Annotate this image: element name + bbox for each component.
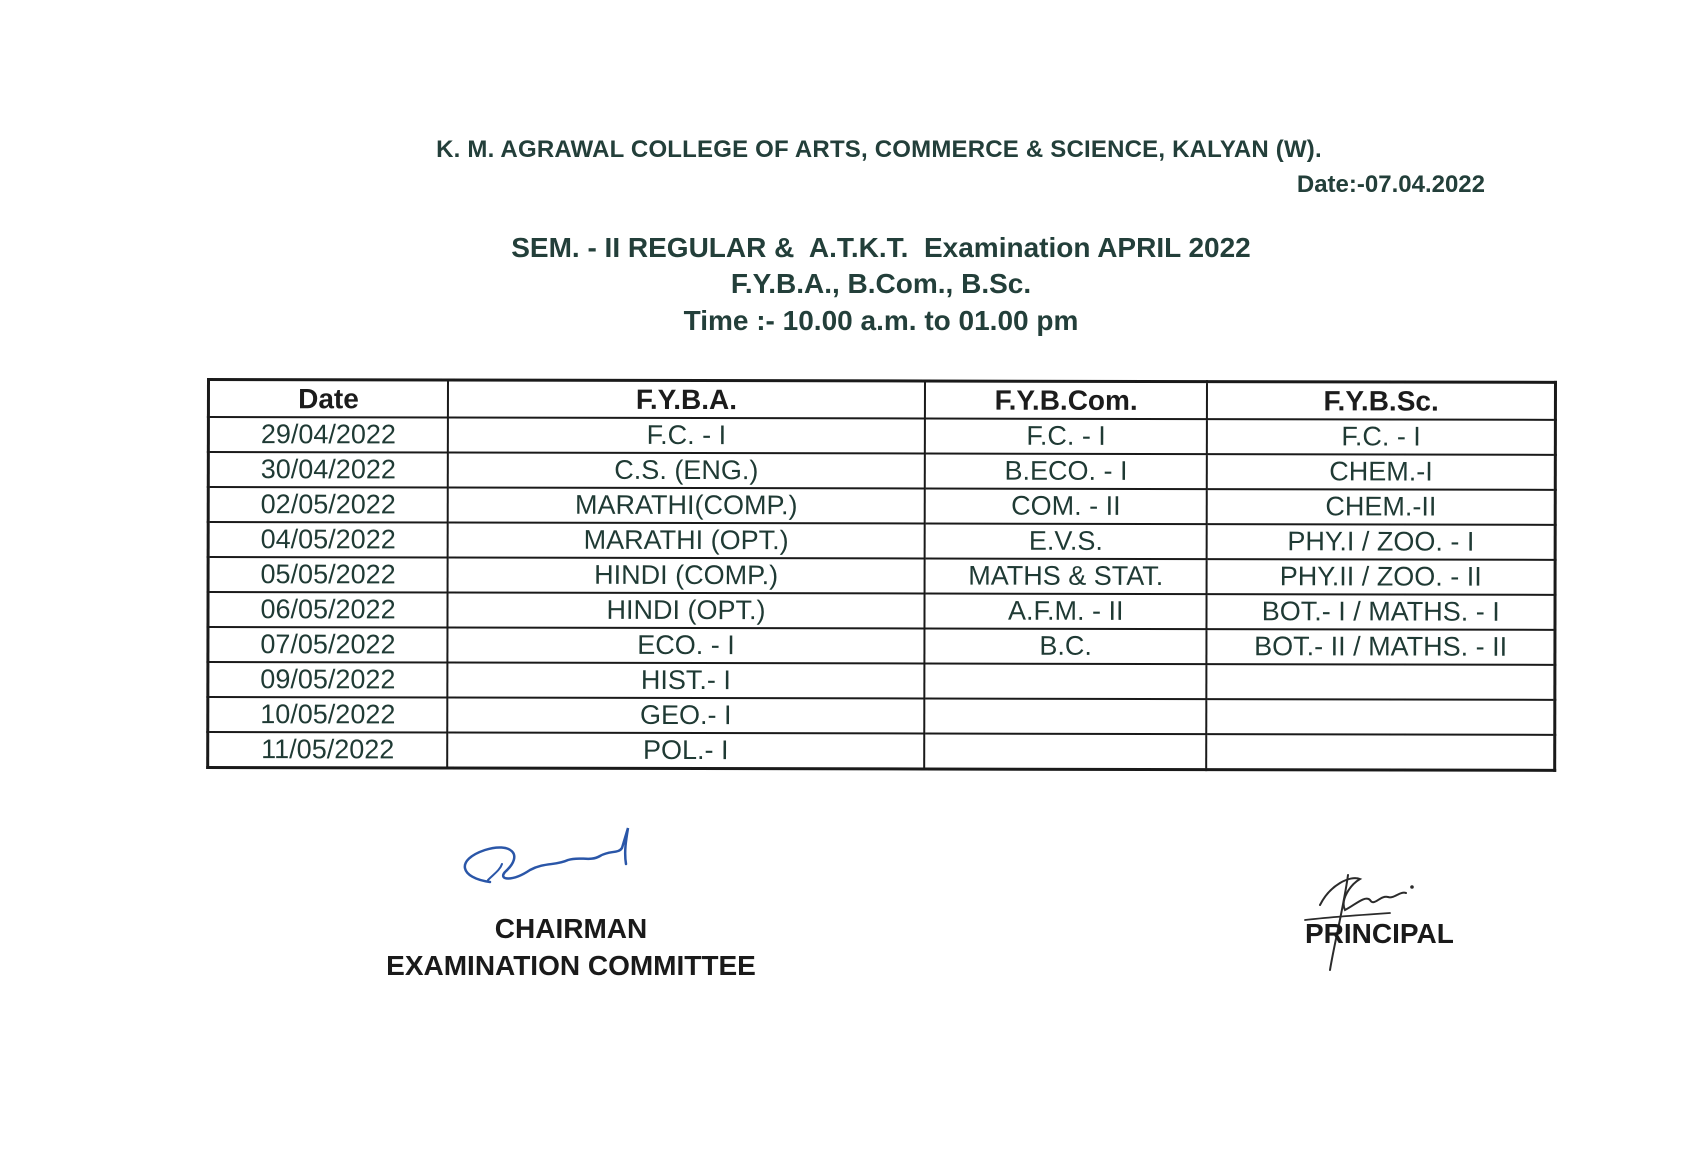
cell-date: 09/05/2022	[208, 662, 448, 698]
table-row	[208, 487, 1555, 525]
header-fyba: F.Y.B.A.	[448, 380, 925, 418]
principal-signature	[1300, 855, 1480, 975]
cell-fybsc: CHEM.-I	[1207, 454, 1555, 490]
table-row	[208, 732, 1555, 770]
cell-fyba: MARATHI(COMP.)	[448, 488, 925, 524]
table-row	[208, 697, 1555, 735]
chairman-title: CHAIRMAN	[494, 913, 648, 944]
cell-date: 11/05/2022	[208, 732, 448, 768]
header-date: Date	[208, 380, 448, 418]
cell-fyba: GEO.- I	[447, 698, 924, 734]
cell-fybcom: A.F.M. - II	[924, 594, 1206, 630]
table-row	[208, 452, 1555, 490]
cell-fybcom	[924, 699, 1206, 735]
principal-signature-stroke	[1320, 878, 1406, 910]
cell-fyba: C.S. (ENG.)	[448, 453, 925, 489]
cell-fybsc: CHEM.-II	[1207, 489, 1555, 525]
exam-time: Time :- 10.00 a.m. to 01.00 pm	[683, 305, 1079, 336]
table-row	[208, 417, 1555, 455]
cell-fyba: HINDI (COMP.)	[448, 558, 925, 594]
header-fybcom: F.Y.B.Com.	[925, 381, 1207, 419]
examination-committee-label: EXAMINATION COMMITTEE	[386, 950, 756, 981]
principal-title: PRINCIPAL	[1305, 918, 1454, 949]
cell-fyba: MARATHI (OPT.)	[448, 523, 925, 559]
chairman-signature-stroke	[465, 828, 628, 882]
cell-fybcom	[924, 664, 1206, 700]
cell-fybsc	[1207, 664, 1555, 700]
classes-line: F.Y.B.A., B.Com., B.Sc.	[730, 268, 1032, 299]
cell-date: 07/05/2022	[208, 627, 448, 663]
cell-date: 02/05/2022	[208, 487, 448, 523]
cell-fybcom	[924, 734, 1206, 770]
table-row	[208, 557, 1555, 595]
cell-fybcom: COM. - II	[925, 489, 1207, 525]
cell-fyba: HINDI (OPT.)	[448, 593, 925, 629]
table-row	[208, 662, 1555, 700]
cell-fybcom: B.C.	[924, 629, 1206, 665]
cell-fybcom: MATHS & STAT.	[925, 559, 1207, 595]
exam-schedule-table	[206, 378, 1557, 772]
cell-fyba: F.C. - I	[448, 418, 925, 454]
cell-date: 30/04/2022	[208, 452, 448, 488]
cell-fybsc: F.C. - I	[1207, 419, 1555, 455]
cell-date: 29/04/2022	[208, 417, 448, 453]
cell-fybsc: PHY.I / ZOO. - I	[1207, 524, 1555, 560]
cell-fyba: ECO. - I	[447, 628, 924, 664]
table-row	[208, 592, 1555, 630]
cell-fybsc: BOT.- II / MATHS. - II	[1207, 629, 1555, 665]
cell-fybcom: E.V.S.	[925, 524, 1207, 560]
cell-fybcom: F.C. - I	[925, 419, 1207, 455]
college-name: K. M. AGRAWAL COLLEGE OF ARTS, COMMERCE & SCIENCE, KALYAN (W).	[436, 136, 1322, 163]
table-header-row	[208, 380, 1555, 420]
cell-fybsc: PHY.II / ZOO. - II	[1207, 559, 1555, 595]
cell-fyba: POL.- I	[447, 733, 924, 769]
cell-date: 04/05/2022	[208, 522, 448, 558]
cell-fybsc	[1207, 699, 1555, 735]
exam-title: SEM. - II REGULAR & A.T.K.T. Examination APRIL 2022	[511, 232, 1251, 263]
header-fybsc: F.Y.B.Sc.	[1207, 382, 1555, 420]
cell-date: 06/05/2022	[208, 592, 448, 628]
table-row	[208, 627, 1555, 665]
table-body	[208, 417, 1556, 770]
notice-date: Date:-07.04.2022	[1296, 171, 1485, 198]
cell-fyba: HIST.- I	[447, 663, 924, 699]
cell-date: 10/05/2022	[208, 697, 448, 733]
chairman-signature	[450, 820, 650, 910]
cell-fybsc	[1207, 734, 1555, 770]
cell-fybcom: B.ECO. - I	[925, 454, 1207, 490]
cell-date: 05/05/2022	[208, 557, 448, 593]
cell-fybsc: BOT.- I / MATHS. - I	[1207, 594, 1555, 630]
table-row	[208, 522, 1555, 560]
